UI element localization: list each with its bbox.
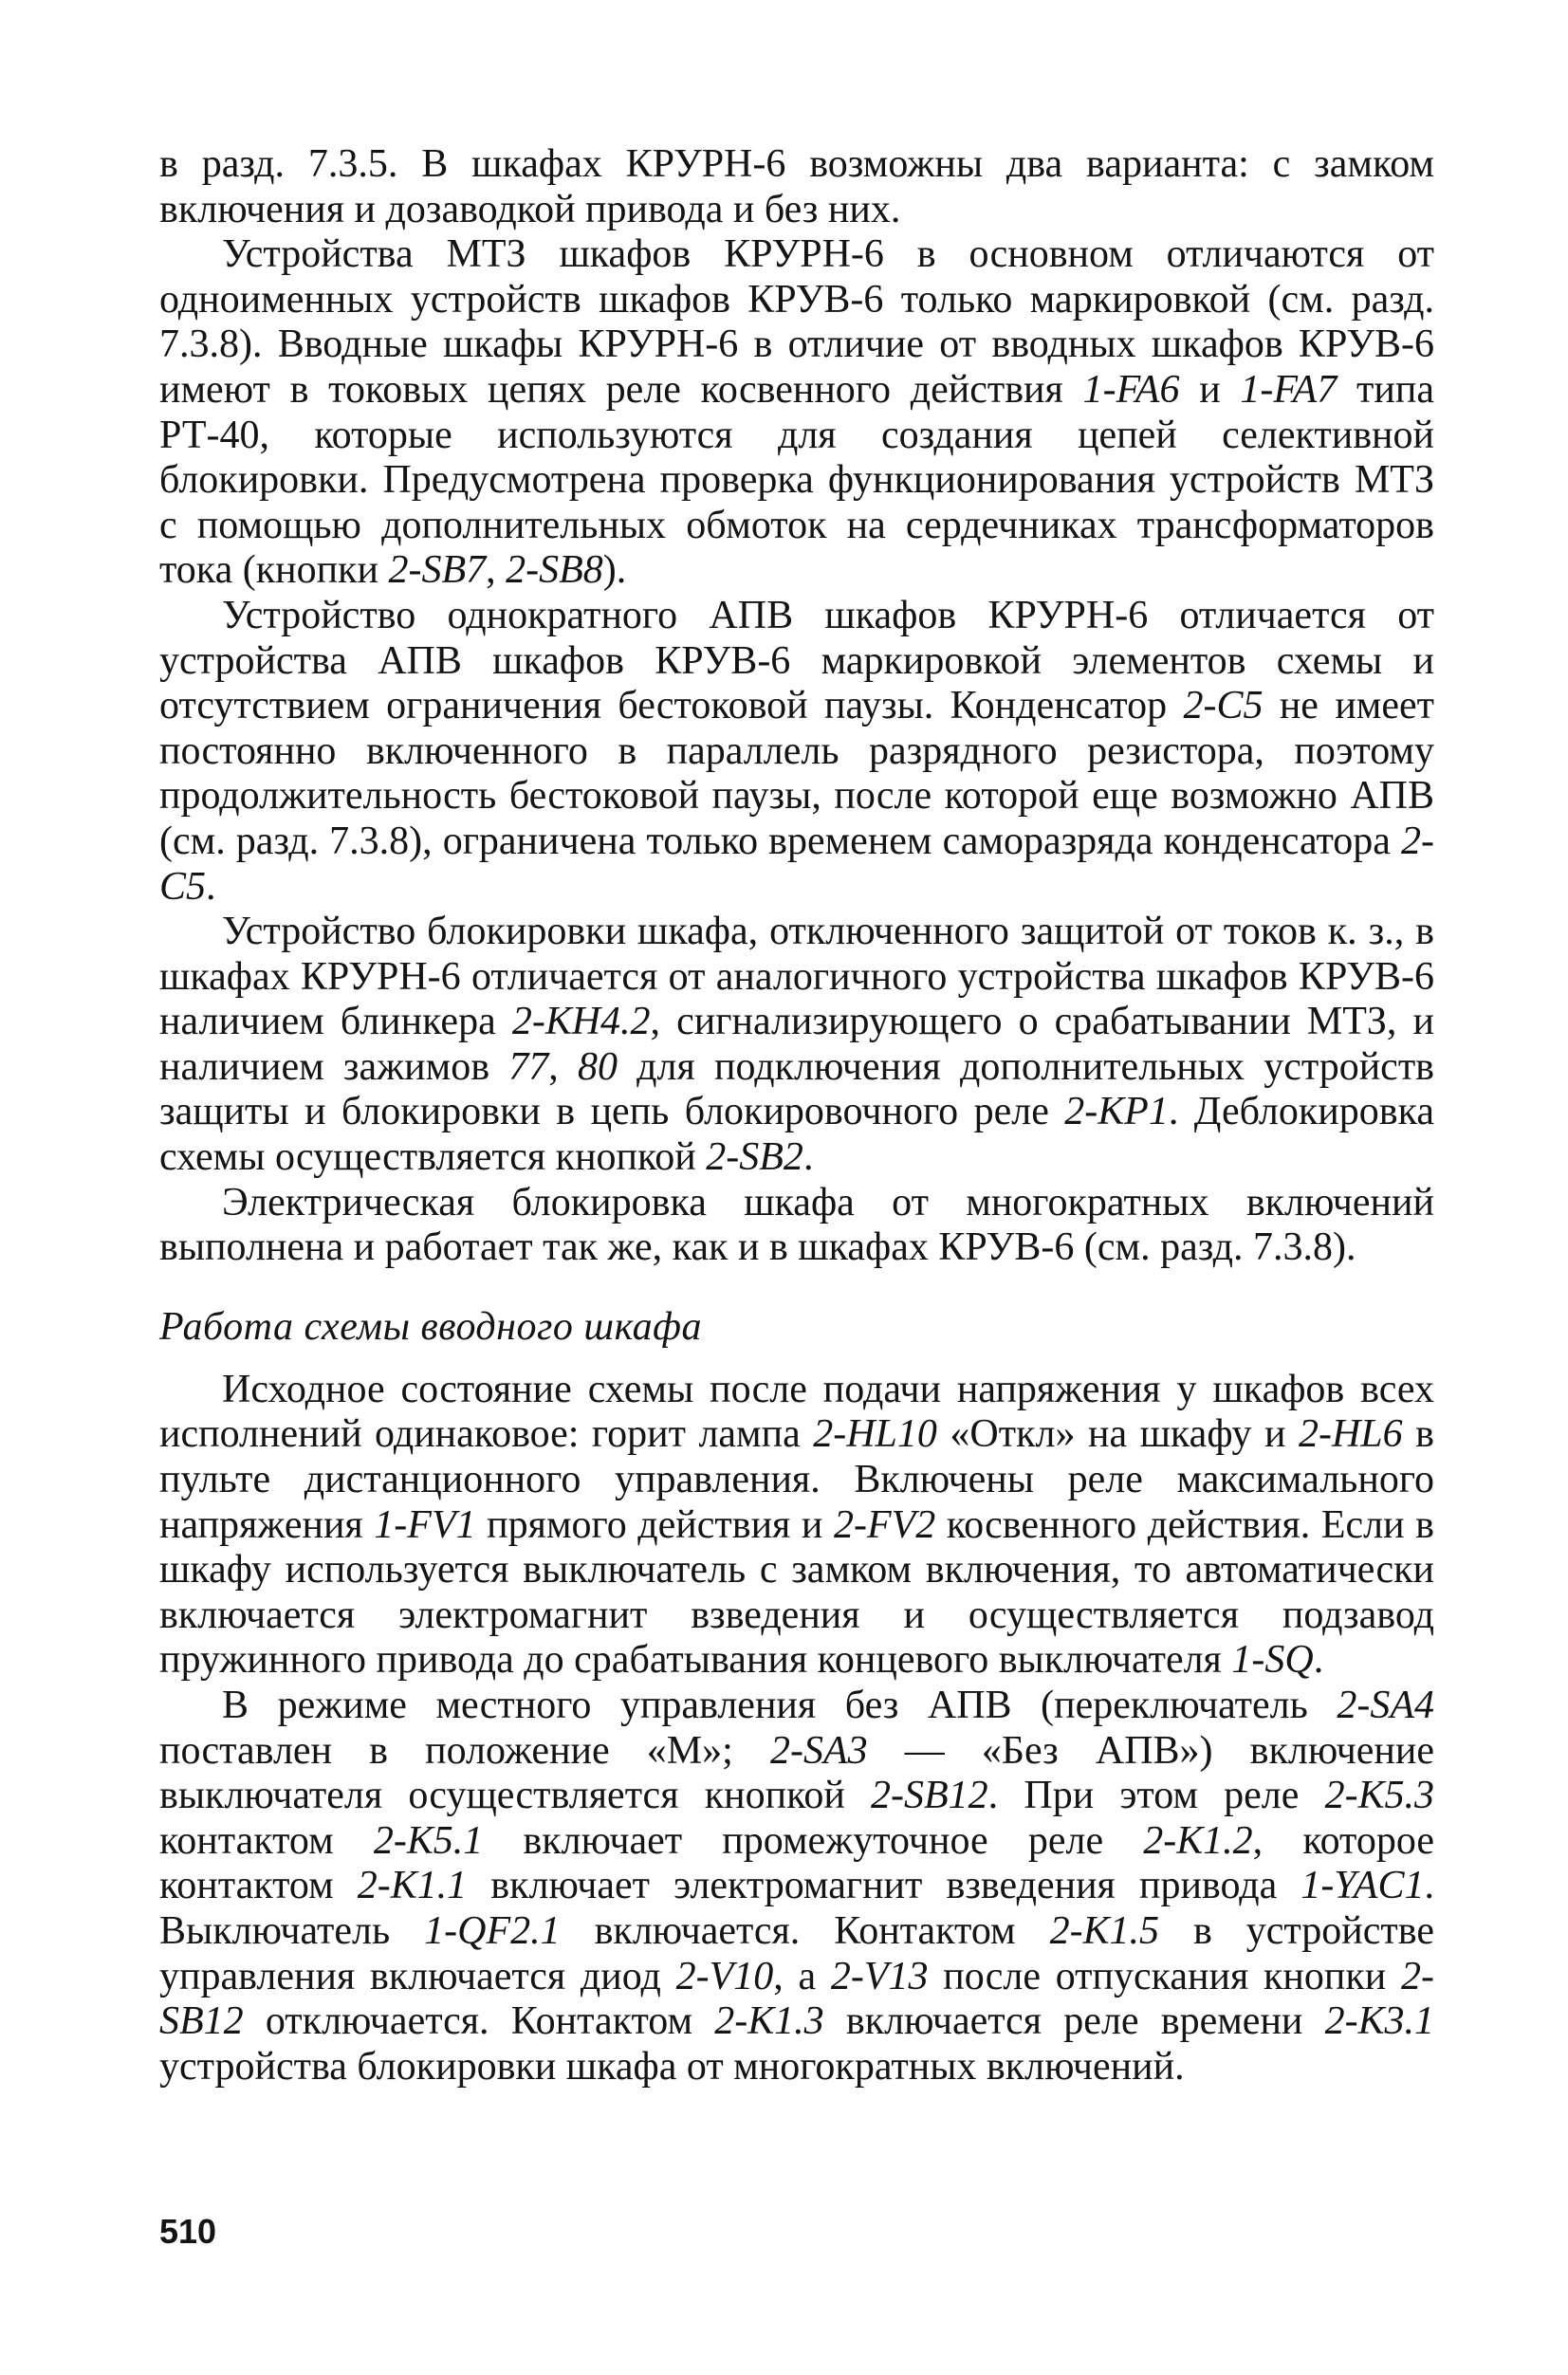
designation: 2-SB12 (159, 1954, 1434, 2044)
text-run: после отпускания кнопки (928, 1954, 1401, 1998)
section-heading: Работа схемы вводного шкафа (159, 1304, 702, 1349)
text-run: , а (773, 1954, 831, 1998)
text-run: , (486, 548, 507, 593)
designation: 80 (577, 1044, 618, 1089)
text-run: устройства блокировки шкафа от многократных включений. (159, 2044, 1185, 2089)
designation: 1-QF2.1 (424, 1908, 561, 1953)
designation: 2-С5 (159, 819, 1434, 909)
designation: 2-К1.2 (1143, 1818, 1253, 1863)
text-run: включает электромагнит взведения привода (467, 1864, 1301, 1908)
paragraph-4 (159, 910, 1434, 1181)
paragraph-5 (159, 1181, 1434, 1271)
paragraph-text: в разд. 7.3.5. В шкафах КРУРН-6 возможны два варианта: с замком включения и дозаводкой привода и без них. (159, 142, 1434, 231)
paragraph-6 (159, 1368, 1434, 1684)
text-run: . Выключатель (159, 1864, 1434, 1953)
designation: 2-К1.3 (714, 1999, 824, 2044)
designation: 2-SB12 (871, 1774, 988, 1818)
text-run: в устройстве управления включается диод (159, 1908, 1434, 1998)
designation: 2-К5.1 (373, 1818, 484, 1863)
text-run: «Откл» на шкафу и (936, 1412, 1299, 1457)
text-run: косвенного действия. Если в шкафу используется выключатель с замком включения, то автоматически включается электромагнит взведения и осуществляется подзавод пружинного привода до срабатывания концевого выключателя (159, 1502, 1434, 1683)
designation: 2-SB2 (706, 1135, 803, 1180)
designation: 2-К5.3 (1324, 1774, 1434, 1818)
designation: 1-YAC1 (1301, 1864, 1425, 1908)
text-run: включает промежуточное реле (483, 1818, 1144, 1863)
designation: 2-V13 (830, 1954, 929, 1998)
text-run: Устройства МТЗ шкафов КРУРН-6 в основном отличаются от одноименных устройств шкафов КРУВ-6 только маркировкой (см. разд. 7.3.8). Вводные шкафы КРУРН-6 в отличие от вводных шкафов КРУВ-6 имеют в токовых цепях реле косвенного действия (159, 232, 1434, 412)
text-run: включается. Контактом (560, 1908, 1050, 1953)
designation: 2-КР1 (1064, 1090, 1169, 1134)
text-run: В режиме местного управления без АПВ (переключатель (222, 1684, 1337, 1727)
text-run: Исходное состояние схемы после подачи напряжения у шкафов всех исполнений одинаковое: горит лампа (159, 1367, 1434, 1457)
text-run: Устройство однократного АПВ шкафов КРУРН-6 отличается от устройства АПВ шкафов КРУВ-6 маркировкой элементов схемы и отсутствием ограничения бестоковой паузы. Конденсатор (159, 593, 1434, 728)
designation: 1-FA6 (1082, 367, 1180, 412)
designation: 2-SB8 (506, 548, 603, 593)
text-run: , (548, 1044, 578, 1089)
paragraph-2 (159, 232, 1434, 594)
designation: 2-КН4.2 (511, 1000, 651, 1044)
designation: 1-FA7 (1240, 367, 1337, 412)
designation: 1-SQ (1231, 1638, 1314, 1683)
designation: 2-SA3 (769, 1728, 868, 1773)
designation: 2-HL6 (1298, 1412, 1403, 1457)
page-body (159, 142, 1434, 2090)
designation: 2-К1.5 (1049, 1908, 1159, 1953)
designation: 2-SA4 (1337, 1684, 1434, 1727)
designation: 77 (508, 1044, 549, 1089)
text-run: — «Без АПВ») включение выключателя осуществляется кнопкой (159, 1728, 1434, 1818)
designation: 2-К1.1 (357, 1864, 468, 1908)
text-run: , которое контактом (159, 1818, 1434, 1908)
paragraph-7 (159, 1684, 1434, 2090)
text-run: . При этом реле (987, 1774, 1325, 1818)
text-run: отключается. Контактом (243, 1999, 715, 2044)
text-run: типа РТ-40, которые используются для создания цепей селективной блокировки. Предусмотрена проверка функционирования устройств МТЗ с помощью дополнительных обмоток на сердечниках трансформаторов тока (кнопки (159, 367, 1434, 593)
text-run: контактом (159, 1818, 374, 1863)
designation: 2-С5 (1183, 684, 1264, 728)
text-run: . Деблокировка схемы осуществляется кнопкой (159, 1090, 1434, 1180)
page-number: 510 (159, 2212, 217, 2251)
text-run: поставлен в положение «М»; (159, 1728, 770, 1773)
text-run: Устройство блокировки шкафа, отключенного защитой от токов к. з., в шкафах КРУРН-6 отличается от аналогичного устройства шкафов КРУВ-6 наличием блинкера (159, 910, 1434, 1044)
designation: 1-FV1 (374, 1502, 476, 1547)
paragraph-1 (159, 142, 1434, 232)
text-run: , сигнализирующего о срабатывании МТЗ, и наличием зажимов (159, 1000, 1435, 1089)
text-run: и (1179, 367, 1241, 412)
paragraph-3 (159, 594, 1434, 910)
text-run: в пульте дистанционного управления. Включены реле максимального напряжения (159, 1412, 1434, 1547)
designation: 2-FV2 (833, 1502, 936, 1547)
text-run: прямого действия и (475, 1502, 834, 1547)
text-run: не имеет постоянно включенного в параллель разрядного резистора, поэтому продолжительность бестоковой паузы, после которой еще возможно АПВ (см. разд. 7.3.8), ограничена только временем саморазряда конденсатора (159, 684, 1435, 863)
designation: 2-SB7 (388, 548, 487, 593)
text-run: включается реле времени (823, 1999, 1325, 2044)
text-run: . (1313, 1638, 1324, 1683)
designation: 2-V10 (675, 1954, 774, 1998)
text-run: для подключения дополнительных устройств защиты и блокировки в цепь блокировочного реле (159, 1044, 1435, 1134)
designation: 2-HL10 (813, 1412, 937, 1457)
text-run: . (802, 1135, 814, 1180)
text-run: . (206, 864, 216, 909)
designation: 2-К3.1 (1324, 1999, 1435, 2044)
text-run: ). (602, 548, 627, 593)
paragraph-text: Электрическая блокировка шкафа от многократных включений выполнена и работает так же, как и в шкафах КРУВ-6 (см. разд. 7.3.8). (159, 1180, 1434, 1270)
